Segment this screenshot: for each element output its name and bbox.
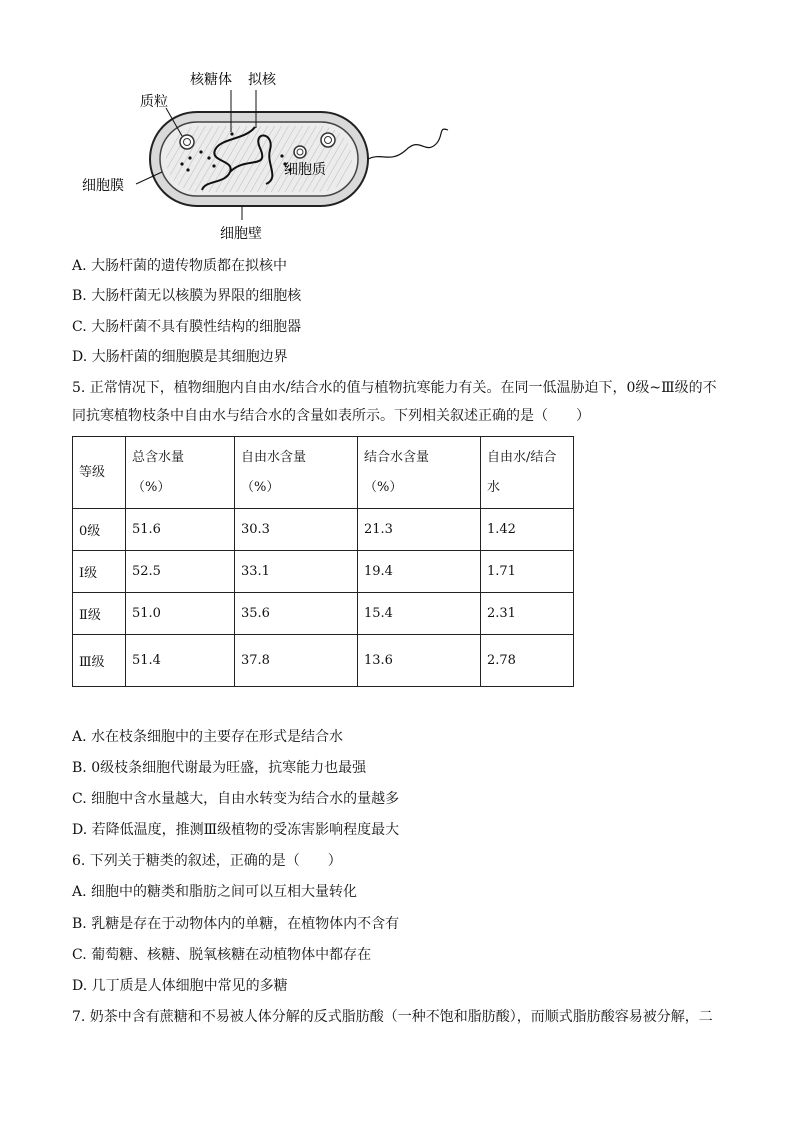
q4-option-a: A. 大肠杆菌的遗传物质都在拟核中 — [72, 258, 288, 274]
table-cell: 51.6 — [126, 509, 235, 551]
q6-option-c: C. 葡萄糖、核糖、脱氧核糖在动植物体中都存在 — [72, 947, 372, 963]
table-cell: 1.42 — [481, 509, 574, 551]
table-cell: 15.4 — [358, 593, 481, 635]
table-cell: 35.6 — [235, 593, 358, 635]
table-row — [73, 509, 574, 551]
q5-option-a: A. 水在枝条细胞中的主要存在形式是结合水 — [72, 729, 344, 745]
table-cell: 21.3 — [358, 509, 481, 551]
label-wall: 细胞壁 — [220, 226, 262, 242]
q6-option-d: D. 几丁质是人体细胞中常见的多糖 — [72, 978, 288, 994]
water-content-table — [72, 436, 574, 687]
header-cell: 等级 — [73, 437, 126, 509]
table-cell: 2.31 — [481, 593, 574, 635]
q5-option-d: D. 若降低温度，推测Ⅲ级植物的受冻害影响程度最大 — [72, 822, 400, 838]
label-membrane: 细胞膜 — [82, 178, 124, 194]
table-cell: Ⅲ级 — [73, 635, 126, 687]
header-cell: 结合水含量 （%） — [358, 437, 481, 509]
q5-stem: 5. 正常情况下，植物细胞内自由水/结合水的值与植物抗寒能力有关。在同一低温胁迫下，0级~Ⅲ级的不同抗寒植物枝条中自由水与结合水的含量如表所示。下列相关叙述正确的是（ ） — [72, 380, 717, 424]
table-cell: 37.8 — [235, 635, 358, 687]
table-cell: 51.4 — [126, 635, 235, 687]
table-cell: 2.78 — [481, 635, 574, 687]
table-row — [73, 551, 574, 593]
flagellum — [368, 129, 448, 159]
bacterium-diagram — [70, 60, 470, 250]
table-cell: 19.4 — [358, 551, 481, 593]
table-cell: 30.3 — [235, 509, 358, 551]
q4-option-b: B. 大肠杆菌无以核膜为界限的细胞核 — [72, 288, 302, 304]
q4-option-c: C. 大肠杆菌不具有膜性结构的细胞器 — [72, 319, 302, 335]
q6-option-a: A. 细胞中的糖类和脂肪之间可以互相大量转化 — [72, 884, 358, 900]
table-row — [73, 635, 574, 687]
q7-stem: 7. 奶茶中含有蔗糖和不易被人体分解的反式脂肪酸（一种不饱和脂肪酸），而顺式脂肪酸容易被分解，二 — [72, 1009, 713, 1025]
table-cell: 52.5 — [126, 551, 235, 593]
table-cell: 51.0 — [126, 593, 235, 635]
label-cytoplasm: 细胞质 — [284, 162, 326, 178]
q5-option-b: B. 0级枝条细胞代谢最为旺盛，抗寒能力也最强 — [72, 760, 367, 776]
table-cell: 0级 — [73, 509, 126, 551]
table-cell: 13.6 — [358, 635, 481, 687]
table-cell: Ⅱ级 — [73, 593, 126, 635]
label-nucleoid: 拟核 — [248, 72, 276, 88]
header-cell: 自由水/结合 水 — [481, 437, 574, 509]
q4-option-d: D. 大肠杆菌的细胞膜是其细胞边界 — [72, 349, 288, 365]
table-cell: Ⅰ级 — [73, 551, 126, 593]
table-cell: 1.71 — [481, 551, 574, 593]
label-plasmid: 质粒 — [140, 94, 168, 110]
header-cell: 自由水含量 （%） — [235, 437, 358, 509]
plasmid-shape — [180, 135, 194, 149]
table-header-row — [73, 437, 574, 509]
header-cell: 总含水量 （%） — [126, 437, 235, 509]
table-row — [73, 593, 574, 635]
q6-option-b: B. 乳糖是存在于动物体内的单糖，在植物体内不含有 — [72, 916, 400, 932]
q5-option-c: C. 细胞中含水量越大，自由水转变为结合水的量越多 — [72, 791, 400, 807]
q6-stem: 6. 下列关于糖类的叙述，正确的是（ ） — [72, 853, 342, 869]
label-ribosome: 核糖体 — [190, 72, 232, 88]
table-cell: 33.1 — [235, 551, 358, 593]
